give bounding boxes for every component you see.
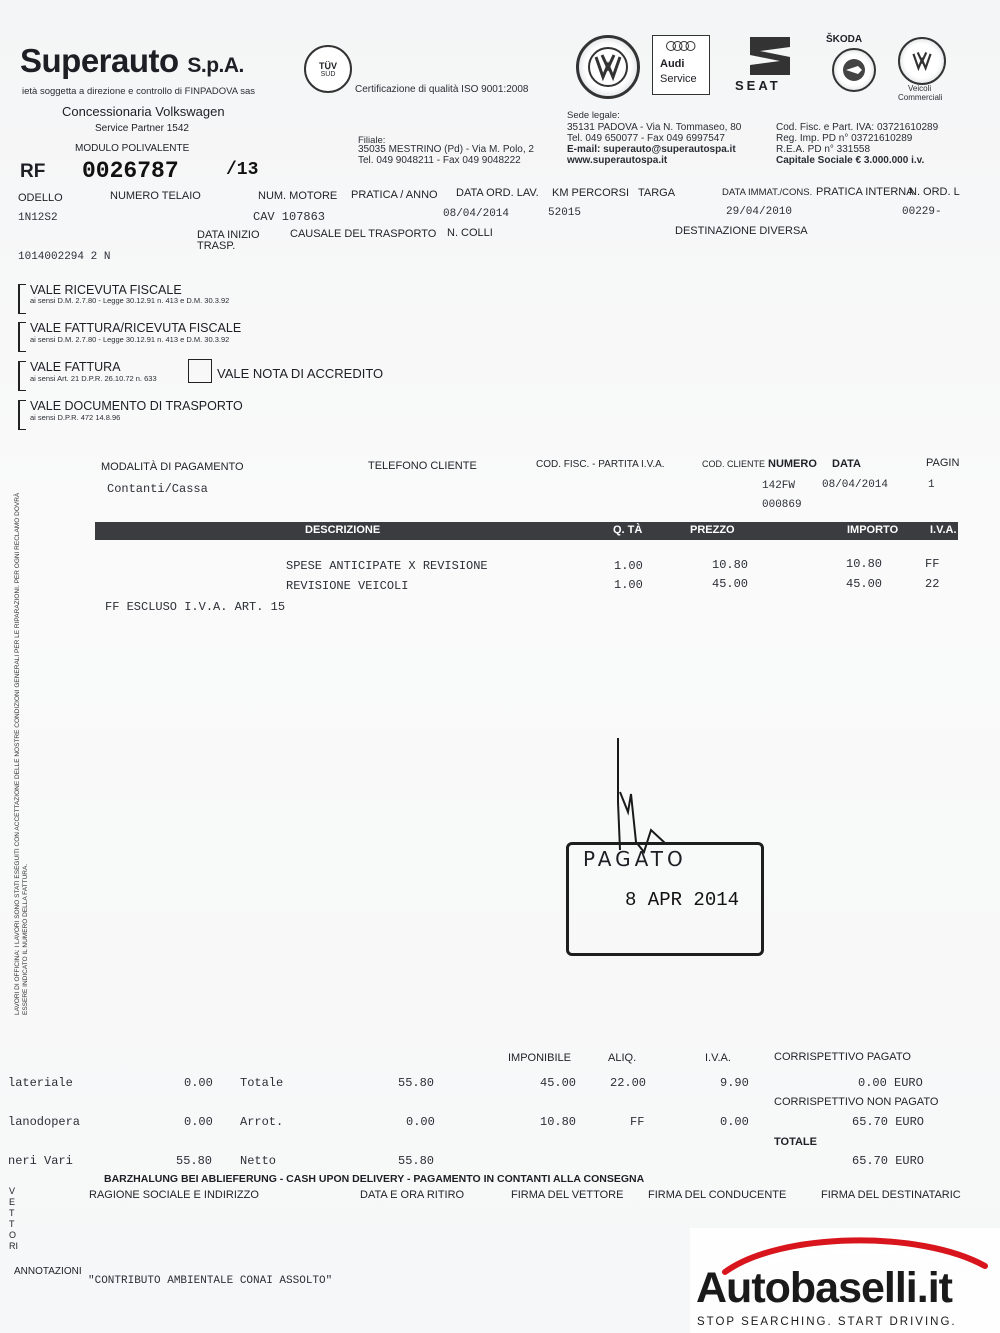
autobaselli-watermark bbox=[690, 1228, 1000, 1333]
col-targa: TARGA bbox=[638, 187, 676, 199]
value-data-ord: 08/04/2014 bbox=[443, 208, 510, 220]
voucher-checkbox-4 bbox=[18, 400, 26, 430]
voucher-checkbox-3 bbox=[18, 361, 26, 391]
rf-label: RF bbox=[20, 161, 46, 182]
company-brand: Superauto S.p.A. bbox=[20, 42, 244, 79]
voucher-checkbox-2 bbox=[18, 322, 26, 352]
dealer-name: Concessionaria Volkswagen bbox=[62, 104, 225, 119]
col-km: KM PERCORSI bbox=[552, 187, 630, 199]
value-telaio: 1014002294 2 N bbox=[18, 251, 111, 263]
col-numero-telaio: NUMERO TELAIO bbox=[110, 190, 201, 202]
col-data-ord: DATA ORD. LAV. bbox=[456, 187, 539, 199]
iso-certification: Certificazione di qualità ISO 9001:2008 bbox=[355, 84, 529, 95]
value-data-immat: 29/04/2010 bbox=[726, 206, 793, 218]
document-year: /13 bbox=[226, 160, 259, 180]
vettori-label: VETTORI bbox=[9, 1186, 18, 1251]
skoda-logo-icon bbox=[832, 48, 876, 92]
voucher-checkbox-1 bbox=[18, 284, 26, 314]
document-number: 0026787 bbox=[82, 158, 179, 184]
volkswagen-logo-icon bbox=[576, 35, 640, 99]
payment-numero-2: 000869 bbox=[762, 499, 802, 511]
modulo-label: MODULO POLIVALENTE bbox=[75, 143, 190, 154]
iva-note: FF ESCLUSO I.V.A. ART. 15 bbox=[105, 600, 286, 614]
company-subtitle: ietà soggetta a direzione e controllo di FINPADOVA sas bbox=[22, 86, 256, 97]
seat-logo: SEAT bbox=[735, 35, 805, 95]
payment-date: 08/04/2014 bbox=[822, 479, 889, 491]
signature bbox=[596, 732, 686, 857]
tuv-certification-icon: TÜV SÜD bbox=[304, 45, 352, 93]
value-motore: CAV 107863 bbox=[253, 210, 326, 224]
col-num-motore: NUM. MOTORE bbox=[258, 190, 338, 202]
items-header-bar: DESCRIZIONE Q. TÀ PREZZO IMPORTO I.V.A. bbox=[95, 522, 958, 540]
value-km: 52015 bbox=[548, 207, 582, 219]
payment-numero: 142FW bbox=[762, 480, 796, 492]
invoice-paper: Superauto S.p.A. ietà soggetta a direzione e controllo di FINPADOVA sas TÜV SÜD Certificazione di qualità ISO 9001:2008 Concessionaria Volkswagen Service Partner 1542 MODULO POLIVALENTE RF 0026787 /13 Audi Service SEAT ŠKODA Veicoli Commerciali Filiale: 35035 MESTRINO (Pd) - Via M. Polo, 2 Tel. 049 9048211 - Fax 049 9048222 Sede legale: 35131 PADOVA - Via N. Tommaseo, 80 Tel. 049 650077 - Fax 049 6997547 E-mail: superauto@superautospa.it www.superautospa.it Cod. Fisc. e Part. IVA: 03721610289 Reg. Imp. PD n° 03721610289 R.E.A. PD n° 331558 Capitale Sociale € 3.000.000 i.v. ODELLO NUMERO TELAIO NUM. MOTORE PRATICA / ANNO DATA ORD. LAV. KM PERCORSI TARGA DATA IMMAT./CONS. PRATICA INTERNA N. ORD. L 1N12S2 CAV 107863 08/04/2014 52015 29/04/2010 00229- DATA INIZIO TRASP. CAUSALE DEL TRASPORTO N. COLLI DESTINAZIONE DIVERSA 1014002294 2 N VALE RICEVUTA FISCALE ai sensi D.M. 2.7.80 - Legge 30.12.91 n. 413 e D.M. 30.3.92 VALE FATTURA/RICEVUTA FISCALE ai sensi D.M. 2.7.80 - Legge 30.12.91 n. 413 e D.M. 30.3.92 VALE FATTURA ai sensi Art. 21 D.P.R. 26.10.72 n. 633 VALE NOTA DI ACCREDITO VALE DOCUMENTO DI TRASPORTO ai sensi D.P.R. 472 14.8.96 MODALITÀ DI PAGAMENTO TELEFONO CLIENTE COD. FISC. - PARTITA I.V.A. COD. CLIENTE NUMERO DATA PAGIN Contanti/Cassa 142FW 000869 08/04/2014 1 DESCRIZIONE Q. TÀ PREZZO IMPORTO I.V.A. SPESE ANTICIPATE X REVISIONE 1.00 10.80 10.80 FF REVISIONE VEICOLI 1.00 45.00 45.00 22 FF ESCLUSO I.V.A. ART. 15 LAVORI DI OFFICINA: I LAVORI SONO STATI ESEGUITI CON ACCETTAZIONE DELLE NOSTRE CONDIZIONI GENERALI PER LE RIPARAZIONI. PER OGNI RECLAMO DOVRÀ ESSERE INDICATO IL NUMERO DELLA FATTURA. PAGATO 8 APR 2014 IMPONIBILE ALIQ. I.V.A. CORRISPETTIVO PAGATO CORRISPETTIVO NON PAGATO TOTALE lateriale 0.00 Totale 55.80 45.00 22.00 9.90 0.00 EURO lanodopera 0.00 Arrot. 0.00 10.80 FF 0.00 65.70 EURO neri Vari 55.80 Netto 55.80 65.70 EURO BARZHALUNG BEI ABLIEFERUNG - CASH UPON DELIVERY - PAGAMENTO IN CONTANTI ALLA CONSEGNA VETTORI RAGIONE SOCIALE E INDIRIZZO DATA E ORA RITIRO FIRMA DEL VETTORE FIRMA DEL CONDUCENTE FIRMA DEL DESTINATARIC ANNOTAZIONI "CONTRIBUTO AMBIENTALE CONAI ASSOLTO" bbox=[0, 0, 1000, 1333]
audi-service-logo: Audi Service bbox=[652, 35, 710, 95]
nota-accredito-checkbox bbox=[188, 359, 212, 383]
col-pratica-interna: PRATICA INTERNA bbox=[816, 186, 914, 198]
col-data-immat: DATA IMMAT./CONS. bbox=[722, 187, 813, 198]
annotazioni-label: ANNOTAZIONI bbox=[14, 1266, 82, 1277]
col-pratica: PRATICA / ANNO bbox=[351, 189, 438, 201]
skoda-label: ŠKODA bbox=[826, 34, 863, 45]
watermark-tagline: STOP SEARCHING. START DRIVING. bbox=[697, 1316, 957, 1328]
paid-stamp: PAGATO 8 APR 2014 bbox=[566, 842, 764, 956]
audi-rings-icon bbox=[665, 40, 697, 52]
value-n-ord: 00229- bbox=[902, 206, 942, 218]
cash-on-delivery-note: BARZHALUNG BEI ABLIEFERUNG - CASH UPON DELIVERY - PAGAMENTO IN CONTANTI ALLA CONSEGNA bbox=[104, 1173, 645, 1185]
watermark-brand: Autobaselli.it bbox=[696, 1264, 952, 1312]
payment-mode: Contanti/Cassa bbox=[107, 482, 208, 496]
col-n-ord: N. ORD. L bbox=[909, 186, 960, 198]
service-partner: Service Partner 1542 bbox=[95, 123, 189, 134]
col-modello: ODELLO bbox=[18, 192, 63, 204]
value-modello: 1N12S2 bbox=[18, 212, 58, 224]
vw-commercial-logo-icon bbox=[898, 37, 946, 85]
side-legal-note: LAVORI DI OFFICINA: I LAVORI SONO STATI ESEGUITI CON ACCETTAZIONE DELLE NOSTRE CONDIZIONI GENERALI PER LE RIPARAZIONI. PER OGNI RECLAMO DOVRÀ ESSERE INDICATO IL NUMERO DELLA FATTURA. bbox=[14, 492, 29, 1015]
payment-page: 1 bbox=[928, 479, 935, 491]
seat-s-icon bbox=[735, 35, 805, 77]
annotazioni-text: "CONTRIBUTO AMBIENTALE CONAI ASSOLTO" bbox=[88, 1275, 333, 1287]
